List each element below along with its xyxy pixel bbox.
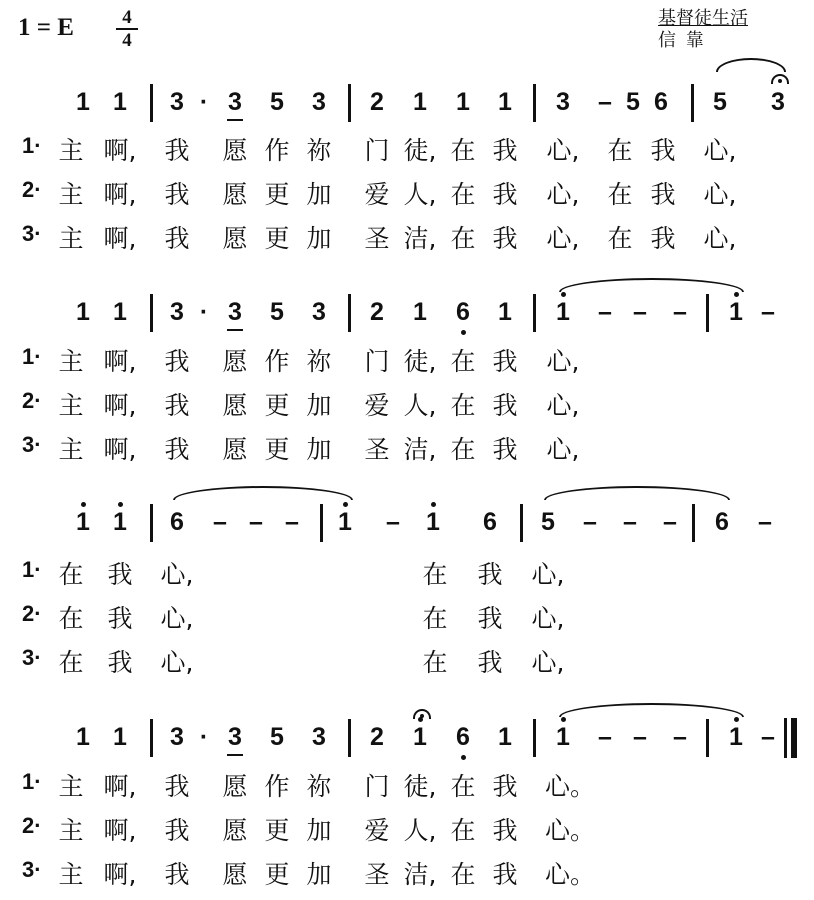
- system-2-verse-number: 2·: [22, 388, 42, 413]
- system-4-verse-2-lyric: 人,: [403, 816, 437, 845]
- system-4-verse-3-lyric: 愿: [222, 860, 248, 889]
- system-1-note: 5: [713, 88, 727, 116]
- system-1-note: 1: [76, 88, 90, 116]
- system-4-verse-1-lyric: 徒,: [403, 772, 437, 801]
- system-4-high-octave-dot: [734, 717, 739, 722]
- system-2-verse-1-lyric: 我: [164, 347, 190, 376]
- system-1-verse-3-lyric: 我: [164, 224, 190, 253]
- system-2-note: –: [598, 298, 612, 326]
- system-2-verse-1-lyric: 作: [264, 347, 290, 376]
- system-3-note: 6: [715, 508, 729, 536]
- system-1-verse-2-lyric: 我: [492, 180, 518, 209]
- system-2-low-octave-dot: [461, 330, 466, 335]
- system-4-final-barline-thick: [791, 718, 797, 758]
- system-4-verse-1-lyric: 心。: [545, 772, 596, 801]
- system-4-verse-3-lyric: 我: [164, 860, 190, 889]
- system-1-barline: [348, 84, 351, 122]
- system-2-verse-1-lyric: 在: [450, 347, 476, 376]
- system-1-note: 6: [654, 88, 668, 116]
- system-1-verse-2-lyric: 心,: [546, 180, 580, 209]
- system-2-verse-2-lyric: 加: [306, 391, 332, 420]
- system-2-note: –: [673, 298, 687, 326]
- system-2-high-octave-dot: [561, 292, 566, 297]
- system-4-verse-2-lyric: 更: [264, 816, 290, 845]
- system-3-verse-number: 3·: [22, 645, 42, 670]
- system-4-low-octave-dot: [461, 755, 466, 760]
- system-2-verse-2-lyric: 人,: [403, 391, 437, 420]
- system-4-verse-3-lyric: 圣: [364, 860, 390, 889]
- system-4-verse-3-lyric: 洁,: [403, 860, 437, 889]
- system-4-verse-2-lyric: 啊,: [103, 816, 137, 845]
- system-3-barline: [692, 504, 695, 542]
- time-signature-bottom: 4: [122, 30, 132, 51]
- system-1-note: 3: [312, 88, 326, 116]
- system-2-note: 1: [413, 298, 427, 326]
- system-1-verse-3-lyric: 啊,: [103, 224, 137, 253]
- system-1-verse-3-lyric: 我: [650, 224, 676, 253]
- system-3-verse-2-lyric: 在: [58, 604, 84, 633]
- system-1-barline: [150, 84, 153, 122]
- system-1-verse-3-lyric: 主: [58, 224, 84, 253]
- system-3-note: 1: [338, 508, 352, 536]
- system-3-verse-1-lyric: 心,: [531, 560, 565, 589]
- system-4-verse-1-lyric: 祢: [306, 772, 332, 801]
- system-2-verse-1-lyric: 主: [58, 347, 84, 376]
- system-2-note: 5: [270, 298, 284, 326]
- system-4-verse-2-lyric: 愿: [222, 816, 248, 845]
- system-4-note: –: [598, 723, 612, 751]
- system-2-verse-2-lyric: 在: [450, 391, 476, 420]
- system-1-verse-2-lyric: 主: [58, 180, 84, 209]
- system-2-note: 3: [170, 298, 184, 326]
- system-1-barline: [533, 84, 536, 122]
- system-1-note: 3: [556, 88, 570, 116]
- system-4-note: 1: [498, 723, 512, 751]
- system-3-verse-1-lyric: 在: [58, 560, 84, 589]
- system-4-verse-2-lyric: 主: [58, 816, 84, 845]
- system-4-verse-3-lyric: 加: [306, 860, 332, 889]
- system-1-note: 3: [170, 88, 184, 116]
- system-1-note: 3: [228, 88, 242, 116]
- system-1-barline: [691, 84, 694, 122]
- system-3-barline: [150, 504, 153, 542]
- system-1-verse-3-lyric: 在: [450, 224, 476, 253]
- system-2-verse-3-lyric: 圣: [364, 435, 390, 464]
- system-2-verse-number: 3·: [22, 432, 42, 457]
- system-2-verse-1-lyric: 祢: [306, 347, 332, 376]
- system-2-verse-1-lyric: 愿: [222, 347, 248, 376]
- system-3-tie-slur: [544, 486, 730, 500]
- system-3-verse-3-lyric: 在: [422, 648, 448, 677]
- system-1-verse-3-lyric: 圣: [364, 224, 390, 253]
- system-3-verse-3-lyric: 我: [477, 648, 503, 677]
- system-1-verse-1-lyric: 作: [264, 136, 290, 165]
- system-4-verse-1-lyric: 在: [450, 772, 476, 801]
- system-4-verse-number: 2·: [22, 813, 42, 838]
- system-4-verse-3-lyric: 心。: [545, 860, 596, 889]
- system-4-verse-3-lyric: 我: [492, 860, 518, 889]
- system-4-note: 1: [113, 723, 127, 751]
- system-1-note: 5: [626, 88, 640, 116]
- system-3-verse-1-lyric: 我: [107, 560, 133, 589]
- system-2-barline: [533, 294, 536, 332]
- time-signature-top: 4: [122, 7, 132, 28]
- system-3-verse-3-lyric: 在: [58, 648, 84, 677]
- system-1-verse-1-lyric: 愿: [222, 136, 248, 165]
- system-4-verse-1-lyric: 我: [164, 772, 190, 801]
- system-2-verse-3-lyric: 我: [164, 435, 190, 464]
- system-1-verse-2-lyric: 心,: [703, 180, 737, 209]
- system-1-verse-2-lyric: 人,: [403, 180, 437, 209]
- system-4-verse-3-lyric: 更: [264, 860, 290, 889]
- system-3-note: –: [663, 508, 677, 536]
- system-3-tie-slur: [173, 486, 353, 500]
- system-2-verse-2-lyric: 心,: [546, 391, 580, 420]
- system-4-note: –: [673, 723, 687, 751]
- system-1-verse-2-lyric: 在: [450, 180, 476, 209]
- system-4-note: –: [633, 723, 647, 751]
- system-3-note: –: [213, 508, 227, 536]
- system-3-verse-1-lyric: 我: [477, 560, 503, 589]
- system-3-verse-2-lyric: 心,: [531, 604, 565, 633]
- system-4-note: 1: [556, 723, 570, 751]
- system-1-eighth-underline: [227, 119, 243, 121]
- system-4-note: 3: [228, 723, 242, 751]
- system-4-verse-3-lyric: 啊,: [103, 860, 137, 889]
- system-2-verse-2-lyric: 主: [58, 391, 84, 420]
- source-name: 基督徒生活: [658, 8, 748, 29]
- system-3-verse-3-lyric: 我: [107, 648, 133, 677]
- system-1-verse-2-lyric: 更: [264, 180, 290, 209]
- system-4-verse-1-lyric: 我: [492, 772, 518, 801]
- system-4-final-barline-thin: [784, 718, 787, 758]
- system-1-verse-1-lyric: 啊,: [103, 136, 137, 165]
- system-3-note: –: [386, 508, 400, 536]
- system-4-verse-2-lyric: 加: [306, 816, 332, 845]
- system-2-verse-3-lyric: 更: [264, 435, 290, 464]
- system-3-verse-3-lyric: 心,: [160, 648, 194, 677]
- system-3-high-octave-dot: [343, 502, 348, 507]
- system-1-verse-3-lyric: 在: [607, 224, 633, 253]
- system-4-verse-number: 1·: [22, 769, 42, 794]
- system-1-verse-3-lyric: 愿: [222, 224, 248, 253]
- system-4-eighth-underline: [227, 754, 243, 756]
- system-4-note: ·: [199, 723, 209, 751]
- system-3-note: –: [758, 508, 772, 536]
- system-3-verse-number: 2·: [22, 601, 42, 626]
- system-3-verse-2-lyric: 在: [422, 604, 448, 633]
- system-2-barline: [150, 294, 153, 332]
- system-1-verse-1-lyric: 徒,: [403, 136, 437, 165]
- system-4-barline: [533, 719, 536, 757]
- system-2-verse-1-lyric: 啊,: [103, 347, 137, 376]
- system-3-note: 6: [483, 508, 497, 536]
- system-2-note: 1: [113, 298, 127, 326]
- system-2-verse-2-lyric: 更: [264, 391, 290, 420]
- system-2-note: –: [761, 298, 775, 326]
- system-1-verse-1-lyric: 我: [164, 136, 190, 165]
- system-1-verse-1-lyric: 我: [492, 136, 518, 165]
- system-4-verse-3-lyric: 主: [58, 860, 84, 889]
- song-source: [658, 8, 748, 52]
- system-1-verse-3-lyric: 心,: [546, 224, 580, 253]
- system-1-verse-1-lyric: 主: [58, 136, 84, 165]
- system-2-note: 2: [370, 298, 384, 326]
- system-4-note: 2: [370, 723, 384, 751]
- system-3-note: 1: [113, 508, 127, 536]
- system-1-verse-1-lyric: 在: [450, 136, 476, 165]
- system-1-note: 3: [771, 88, 785, 116]
- system-2-eighth-underline: [227, 329, 243, 331]
- system-2-note: 1: [729, 298, 743, 326]
- system-2-note: 1: [76, 298, 90, 326]
- system-3-verse-number: 1·: [22, 557, 42, 582]
- system-4-note: 1: [729, 723, 743, 751]
- system-4-note: 1: [413, 723, 427, 751]
- system-4-note: 6: [456, 723, 470, 751]
- system-1-verse-1-lyric: 心,: [546, 136, 580, 165]
- system-1-note: 5: [270, 88, 284, 116]
- system-2-verse-2-lyric: 啊,: [103, 391, 137, 420]
- system-1-fermata-icon: [771, 74, 789, 84]
- system-2-barline: [706, 294, 709, 332]
- system-4-note: 1: [76, 723, 90, 751]
- system-2-verse-2-lyric: 爱: [364, 391, 390, 420]
- system-4-verse-2-lyric: 我: [164, 816, 190, 845]
- system-1-note: 1: [456, 88, 470, 116]
- system-3-note: 6: [170, 508, 184, 536]
- system-1-verse-1-lyric: 祢: [306, 136, 332, 165]
- system-4-verse-1-lyric: 愿: [222, 772, 248, 801]
- system-1-verse-number: 2·: [22, 177, 42, 202]
- system-2-verse-3-lyric: 主: [58, 435, 84, 464]
- system-4-note: 5: [270, 723, 284, 751]
- system-1-verse-3-lyric: 加: [306, 224, 332, 253]
- system-1-note: ·: [199, 88, 209, 116]
- system-1-verse-1-lyric: 门: [364, 136, 390, 165]
- system-2-verse-1-lyric: 徒,: [403, 347, 437, 376]
- system-1-verse-2-lyric: 愿: [222, 180, 248, 209]
- system-1-verse-2-lyric: 加: [306, 180, 332, 209]
- system-3-verse-1-lyric: 心,: [160, 560, 194, 589]
- system-4-verse-2-lyric: 爱: [364, 816, 390, 845]
- system-4-barline: [150, 719, 153, 757]
- system-2-verse-3-lyric: 我: [492, 435, 518, 464]
- system-3-note: 5: [541, 508, 555, 536]
- system-1-verse-1-lyric: 心,: [703, 136, 737, 165]
- system-4-verse-1-lyric: 门: [364, 772, 390, 801]
- system-3-barline: [520, 504, 523, 542]
- system-3-high-octave-dot: [431, 502, 436, 507]
- system-2-note: 1: [498, 298, 512, 326]
- system-4-fermata-icon: [413, 709, 431, 719]
- system-3-note: –: [285, 508, 299, 536]
- system-1-verse-number: 3·: [22, 221, 42, 246]
- system-3-note: 1: [426, 508, 440, 536]
- system-4-note: 3: [312, 723, 326, 751]
- system-2-verse-3-lyric: 愿: [222, 435, 248, 464]
- system-2-verse-2-lyric: 我: [164, 391, 190, 420]
- system-4-barline: [706, 719, 709, 757]
- system-4-verse-1-lyric: 主: [58, 772, 84, 801]
- system-2-verse-3-lyric: 啊,: [103, 435, 137, 464]
- system-4-tie-slur: [559, 703, 744, 717]
- time-signature: [116, 8, 138, 50]
- system-3-note: 1: [76, 508, 90, 536]
- system-4-verse-3-lyric: 在: [450, 860, 476, 889]
- system-4-high-octave-dot: [561, 717, 566, 722]
- system-1-note: –: [598, 88, 612, 116]
- system-4-note: 3: [170, 723, 184, 751]
- system-2-note: 3: [312, 298, 326, 326]
- system-1-verse-2-lyric: 在: [607, 180, 633, 209]
- system-2-verse-2-lyric: 我: [492, 391, 518, 420]
- system-2-verse-1-lyric: 我: [492, 347, 518, 376]
- system-2-verse-2-lyric: 愿: [222, 391, 248, 420]
- system-2-verse-3-lyric: 心,: [546, 435, 580, 464]
- system-3-note: –: [583, 508, 597, 536]
- system-4-verse-2-lyric: 心。: [545, 816, 596, 845]
- system-4-note: –: [761, 723, 775, 751]
- system-2-note: –: [633, 298, 647, 326]
- system-2-verse-1-lyric: 门: [364, 347, 390, 376]
- system-1-verse-2-lyric: 啊,: [103, 180, 137, 209]
- system-2-note: 6: [456, 298, 470, 326]
- system-4-verse-1-lyric: 作: [264, 772, 290, 801]
- system-3-note: –: [249, 508, 263, 536]
- system-3-verse-2-lyric: 我: [477, 604, 503, 633]
- system-3-high-octave-dot: [81, 502, 86, 507]
- system-1-verse-3-lyric: 洁,: [403, 224, 437, 253]
- system-2-note: 3: [228, 298, 242, 326]
- system-1-note: 2: [370, 88, 384, 116]
- system-2-verse-3-lyric: 在: [450, 435, 476, 464]
- system-2-tie-slur: [559, 278, 744, 292]
- system-1-verse-3-lyric: 我: [492, 224, 518, 253]
- key-signature: 1 = E: [18, 14, 74, 41]
- system-4-verse-2-lyric: 我: [492, 816, 518, 845]
- system-1-verse-3-lyric: 心,: [703, 224, 737, 253]
- system-2-verse-number: 1·: [22, 344, 42, 369]
- system-2-note: ·: [199, 298, 209, 326]
- system-4-verse-2-lyric: 在: [450, 816, 476, 845]
- system-3-verse-3-lyric: 心,: [531, 648, 565, 677]
- system-2-note: 1: [556, 298, 570, 326]
- system-3-high-octave-dot: [118, 502, 123, 507]
- system-1-verse-1-lyric: 在: [607, 136, 633, 165]
- system-2-verse-1-lyric: 心,: [546, 347, 580, 376]
- system-2-high-octave-dot: [734, 292, 739, 297]
- system-1-note: 1: [113, 88, 127, 116]
- system-3-verse-1-lyric: 在: [422, 560, 448, 589]
- system-1-verse-2-lyric: 我: [164, 180, 190, 209]
- system-1-tie-slur: [716, 58, 786, 72]
- system-4-verse-number: 3·: [22, 857, 42, 882]
- system-1-verse-3-lyric: 更: [264, 224, 290, 253]
- system-1-verse-number: 1·: [22, 133, 42, 158]
- system-2-barline: [348, 294, 351, 332]
- system-1-note: 1: [413, 88, 427, 116]
- system-1-note: 1: [498, 88, 512, 116]
- system-3-note: –: [623, 508, 637, 536]
- system-1-verse-2-lyric: 爱: [364, 180, 390, 209]
- system-3-verse-2-lyric: 我: [107, 604, 133, 633]
- system-2-verse-3-lyric: 加: [306, 435, 332, 464]
- system-3-verse-2-lyric: 心,: [160, 604, 194, 633]
- system-1-verse-1-lyric: 我: [650, 136, 676, 165]
- system-3-barline: [320, 504, 323, 542]
- system-4-verse-1-lyric: 啊,: [103, 772, 137, 801]
- system-1-verse-2-lyric: 我: [650, 180, 676, 209]
- system-2-verse-3-lyric: 洁,: [403, 435, 437, 464]
- author-name: 信 靠: [658, 30, 706, 51]
- system-4-barline: [348, 719, 351, 757]
